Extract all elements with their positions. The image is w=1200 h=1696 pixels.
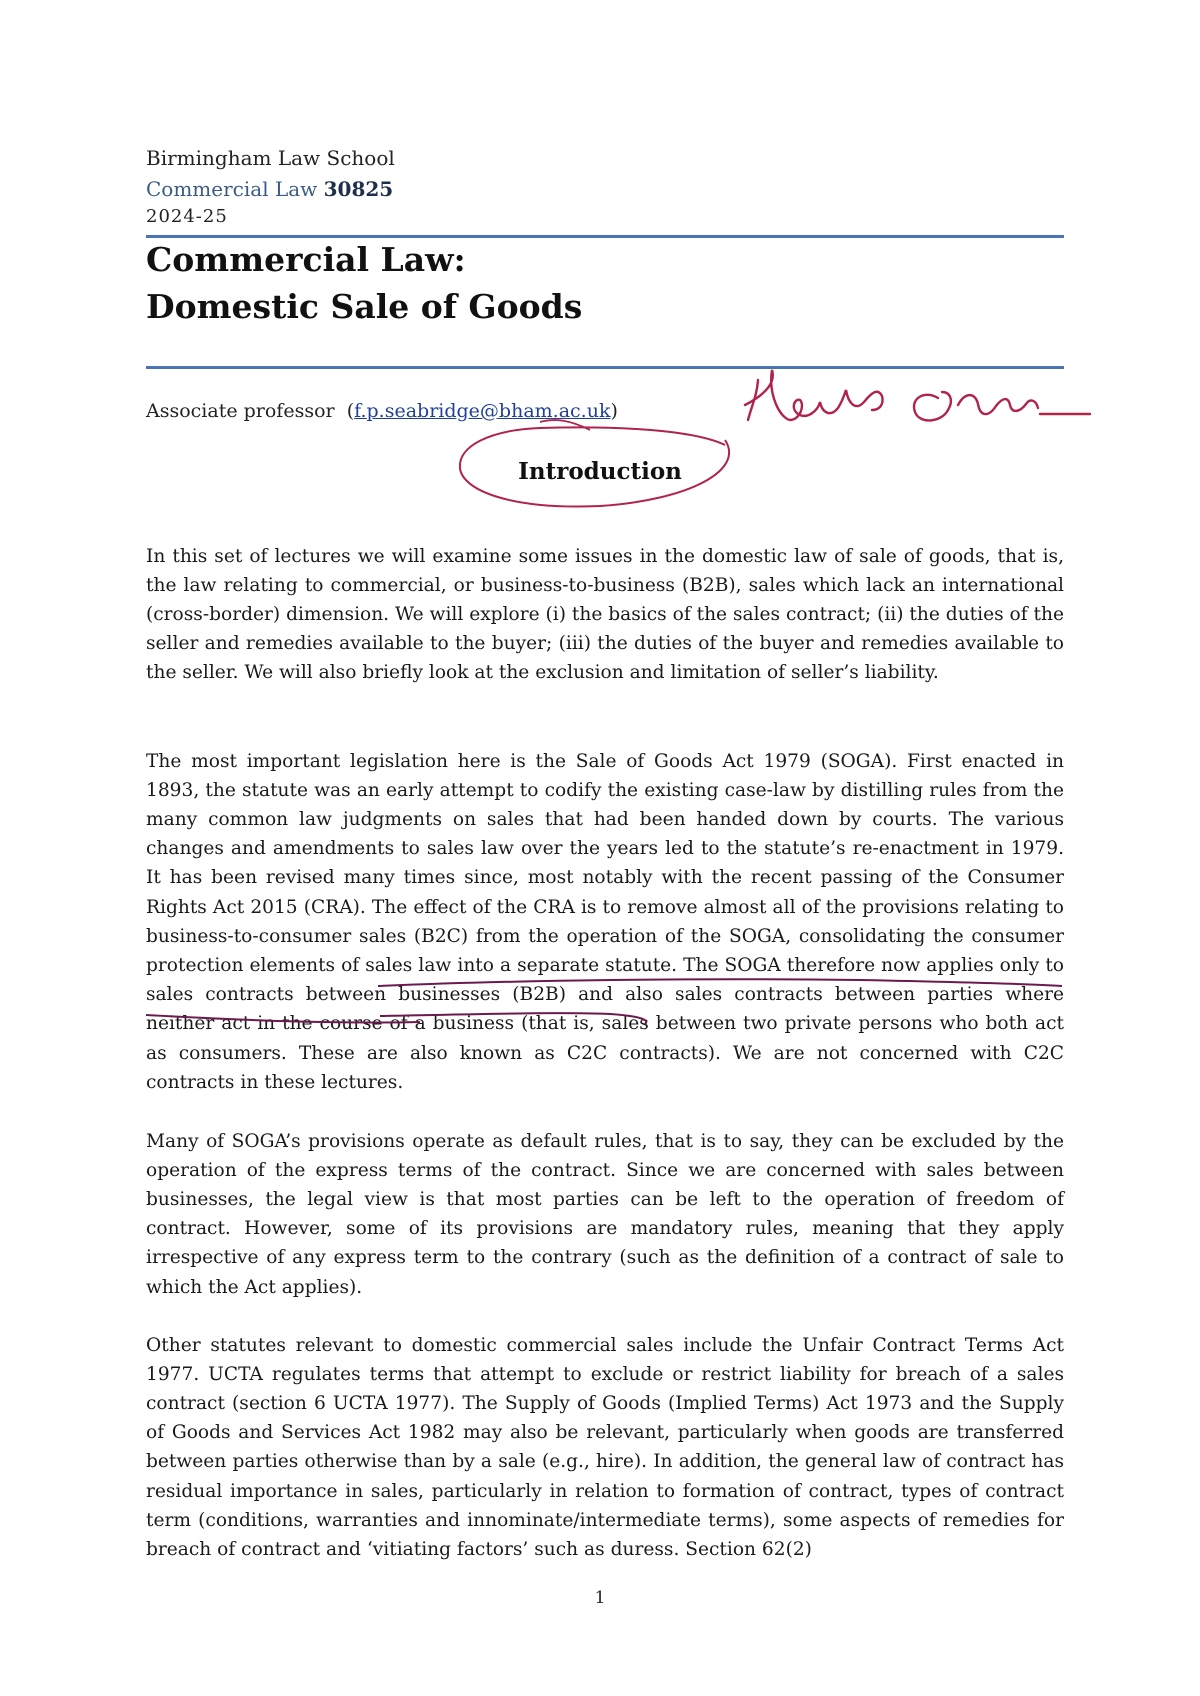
page-number: 1 <box>594 1588 606 1608</box>
academic-year: 2024-25 <box>146 206 228 227</box>
document-title-line2: Domestic Sale of Goods <box>146 287 583 326</box>
header-rule-bottom <box>146 366 1064 369</box>
author-line: Associate professor (f.p.seabridge@bham.ac.uk) <box>146 400 618 422</box>
document-title-line1: Commercial Law: <box>146 240 466 279</box>
author-email-link[interactable]: f.p.seabridge@bham.ac.uk <box>354 400 611 422</box>
paragraph-3: Many of SOGA’s provisions operate as default rules, that is to say, they can be excluded by the operation of the express terms of the contract. Since we are concerned with sales between businesses, the legal view is that most parties can be left to the operation of freedom of contract. However, some of its provisions are mandatory rules, meaning that they apply irrespective of any express term to the contrary (such as the definition of a contract of sale to which the Act applies). <box>146 1130 1064 1298</box>
header-rule-top <box>146 235 1064 238</box>
ink-signature <box>745 370 883 420</box>
module-code: 30825 <box>323 177 394 201</box>
author-role: Associate professor <box>146 400 335 422</box>
paragraph-2: The most important legislation here is the Sale of Goods Act 1979 (SOGA). First enacted in 1893, the statute was an early attempt to codify the existing case-law by distilling rules from the many common law judgments on sales that had been handed down by courts. The various changes and amendments to sales law over the years led to the statute’s re-enactment in 1979. It has been revised many times since, most notably with the recent passing of the Consumer Rights Act 2015 (CRA). The effect of the CRA is to remove almost all of the provisions relating to business-to-consumer sales (B2C) from the operation of the SOGA, consolidating the consumer protection elements of sales law into a separate statute. The SOGA therefore now applies only to sales contracts between businesses (B2B) and also sales contracts between parties where neither act in the course of a business (that is, sales between two private persons who both act as consumers. These are also known as C2C contracts). We are not concerned with C2C contracts in these lectures. <box>146 750 1064 1093</box>
module-name: Commercial Law <box>146 177 318 201</box>
module-line <box>146 177 393 201</box>
school-name: Birmingham Law School <box>146 146 395 170</box>
paragraph-4: Other statutes relevant to domestic commercial sales include the Unfair Contract Terms Act 1977. UCTA regulates terms that attempt to exclude or restrict liability for breach of a sales contract (section 6 UCTA 1977). The Supply of Goods (Implied Terms) Act 1973 and the Supply of Goods and Services Act 1982 may also be relevant, particularly when goods are transferred between parties otherwise than by a sale (e.g., hire). In addition, the general law of contract has residual importance in sales, particularly in relation to formation of contract, types of contract term (conditions, warranties and innominate/intermediate terms), some aspects of remedies for breach of contract and ‘vitiating factors’ such as duress. Section 62(2) <box>146 1334 1064 1561</box>
section-heading: Introduction <box>518 458 682 485</box>
ink-signature-part2 <box>914 392 1090 420</box>
paragraph-1: In this set of lectures we will examine some issues in the domestic law of sale of goods, that is, the law relating to commercial, or business-to-business (B2B), sales which lack an international (cross-border) dimension. We will explore (i) the basics of the sales contract; (ii) the duties of the seller and remedies available to the buyer; (iii) the duties of the buyer and remedies available to the seller. We will also briefly look at the exclusion and limitation of seller’s liability. <box>146 545 1064 684</box>
